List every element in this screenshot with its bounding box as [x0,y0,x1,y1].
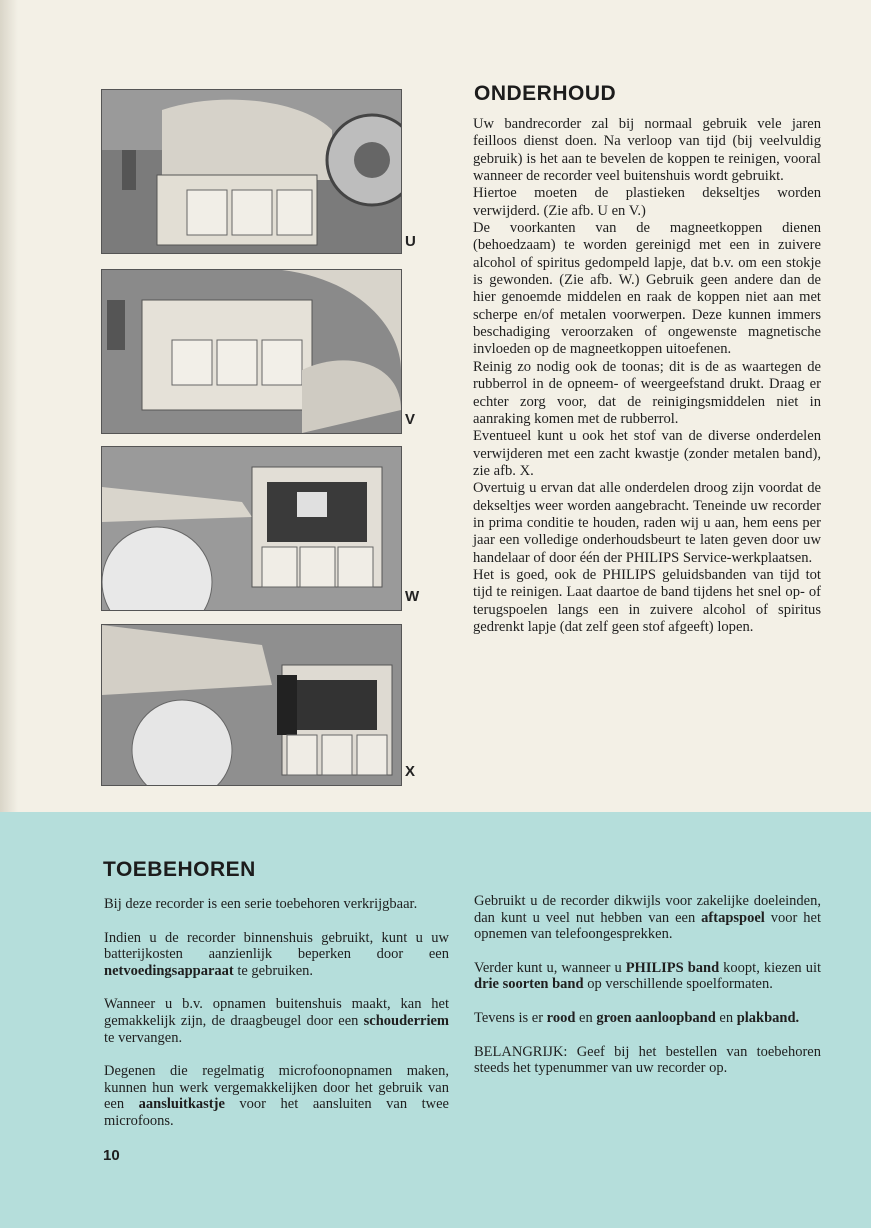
product-name: drie soorten band [474,976,584,993]
toebehoren-right-column [474,893,821,1094]
toebehoren-paragraph [474,1010,821,1027]
text-run: BELANGRIJK: Geef bij het bestellen van toebehoren steeds het typenummer van uw recorder op. [474,1043,821,1077]
text-run: Gebruikt u de recorder dikwijls voor zakelijke doeleinden, dan kunt u veel nut hebben van een [474,893,821,926]
text-run: voor het aansluiten van twee microfoons. [104,1096,449,1129]
product-name: schouderriem [363,1012,449,1029]
toebehoren-left-column [104,896,449,1147]
text-run: Degenen die regelmatig microfoonopnamen maken, kunnen hun werk vergemakkelijken door het gebruik van een [104,1063,449,1113]
text-run: koopt, kiezen uit [719,959,821,976]
photo-label-v: V [405,411,416,428]
onderhoud-paragraph: Uw bandrecorder zal bij normaal gebruik vele jaren feilloos dienst doen. Na verloop van tijd (bij veelvuldig gebruik) is het aan te bevelen de koppen te reinigen, vooral wanneer de recorder veel buitenshuis wordt gebruikt. [473,116,821,185]
product-name: aansluitkastje [138,1096,225,1113]
toebehoren-paragraph [104,1063,449,1129]
toebehoren-paragraph [104,930,449,980]
toebehoren-paragraph [474,893,821,943]
product-name: PHILIPS band [625,959,720,976]
photo-v [101,269,402,434]
product-name: aftapspoel [701,909,765,926]
text-run: te vervangen. [104,1029,183,1046]
text-run: Bij deze recorder is een serie toebehoren verkrijgbaar. [104,896,418,912]
page-number: 10 [103,1147,120,1164]
text-run: op verschillende spoelformaten. [583,976,773,993]
toebehoren-title: TOEBEHOREN [103,858,256,881]
photo-w [101,446,402,611]
photo-label-w: W [405,588,420,605]
photo-x [101,624,402,786]
product-name: rood [546,1009,576,1026]
onderhoud-title: ONDERHOUD [474,82,617,105]
onderhoud-paragraph: Het is goed, ook de PHILIPS geluidsbanden van tijd tot tijd te reinigen. Laat daartoe de band tijdens het snel op- of terugspoelen langs een in zuivere alcohol of spiritus gedrenkt lapje (dat zelf geen stof afgeeft) lopen. [473,566,821,635]
text-run: Tevens is er [474,1009,547,1026]
product-name: plakband. [736,1009,800,1026]
onderhoud-paragraph: Hiertoe moeten de plastieken dekseltjes worden verwijderd. (Zie afb. U en V.) [473,185,821,219]
text-run: te gebruiken. [233,962,314,979]
text-run: en [715,1009,737,1026]
toebehoren-paragraph [104,896,449,913]
photo-label-u: U [405,233,416,250]
text-run: Wanneer u b.v. opnamen buitenshuis maakt, kan het gemakkelijk zijn, de draagbeugel door een [104,996,449,1029]
product-name: groen aanloopband [596,1009,716,1026]
text-run: Indien u de recorder binnenshuis gebruikt, kunt u uw batterijkosten aanzienlijk beperken door een [104,929,449,963]
toebehoren-paragraph [474,1044,821,1077]
photo-label-x: X [405,763,416,780]
onderhoud-paragraph: Eventueel kunt u ook het stof van de diverse onderdelen verwijderen met een zacht kwastje (zonder metalen band), zie afb. X. [473,428,821,479]
photo-u [101,89,402,254]
text-run: en [575,1009,597,1026]
product-name: netvoedingsapparaat [104,962,234,979]
onderhoud-text [473,116,821,636]
text-run: voor het opnemen van telefoongesprekken. [474,909,821,943]
onderhoud-paragraph: Reinig zo nodig ook de toonas; dit is de as waartegen de rubberrol in de opneem- of weergeefstand drukt. Draag er echter zorg voor, dat de reinigingsmiddelen niet in aanraking komen met de rubberrol. [473,358,821,427]
onderhoud-paragraph: De voorkanten van de magneetkoppen dienen (behoedzaam) te worden gereinigd met een in zuivere alcohol of spiritus gedompeld lapje, dat b.v. om een stokje is gewonden. (Zie afb. W.) Gebruik geen andere dan de hier genoemde middelen en raak de koppen niet aan met scherpe en/of metalen voorwerpen. Deze kunnen immers beschadiging veroorzaken of ongewenste magnetische invloeden op de magneetkoppen uitoefenen. [473,220,821,358]
toebehoren-paragraph [474,960,821,993]
text-run: Verder kunt u, wanneer u [474,959,626,976]
toebehoren-paragraph [104,996,449,1046]
onderhoud-paragraph: Overtuig u ervan dat alle onderdelen droog zijn voordat de dekseltjes weer worden aangebracht. Teneinde uw recorder in prima conditie te houden, raden wij u aan, hem eens per jaar een volledige onderhoudsbeurt te laten geven door uw handelaar of door één der PHILIPS Service-werkplaatsen. [473,480,821,566]
